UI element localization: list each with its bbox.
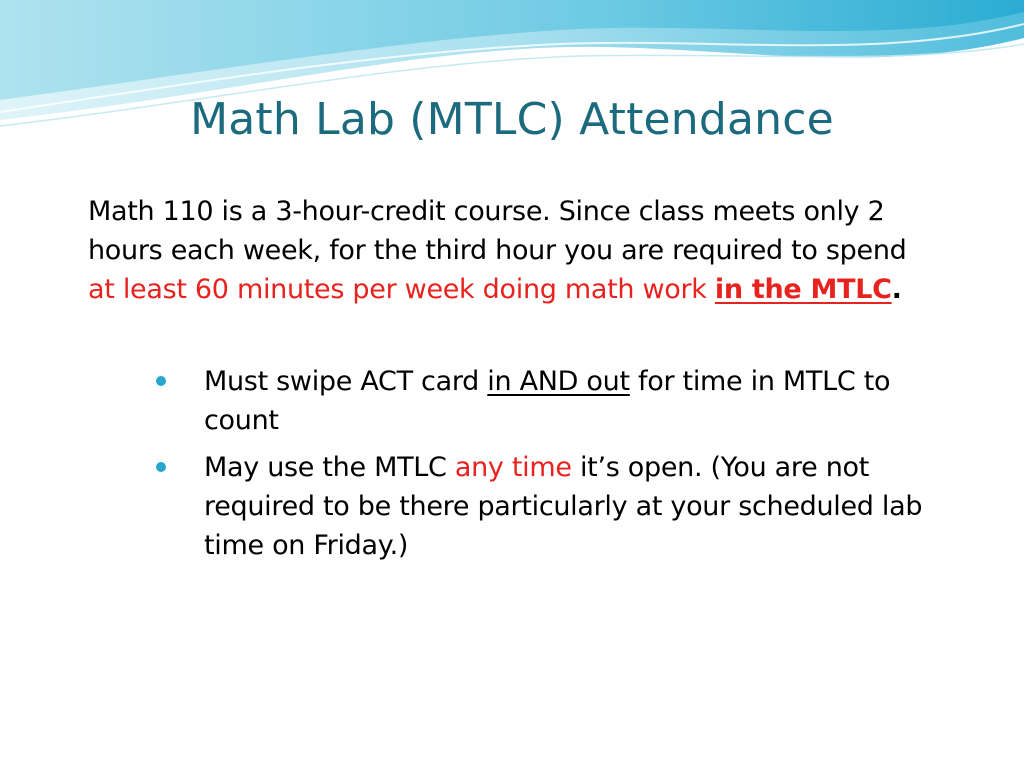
- bullet-icon: [156, 376, 166, 386]
- bullet-text-before: Must swipe ACT card: [204, 366, 488, 397]
- paragraph-emphasis: in the MTLC: [714, 274, 892, 305]
- bullet-item-anytime: [152, 448, 952, 565]
- bullet-text-red: any time: [454, 452, 572, 483]
- bullet-text-before: May use the MTLC: [204, 452, 455, 483]
- intro-paragraph: [88, 192, 938, 309]
- bullet-text-after: it’s open. (You are not required to be there particularly at your scheduled lab time on Friday.): [204, 452, 923, 561]
- paragraph-period: .: [891, 274, 902, 305]
- slide-title: Math Lab (MTLC) Attendance: [190, 94, 834, 145]
- paragraph-text: Math 110 is a 3-hour-credit course. Since class meets only 2 hours each week, for the third hour you are required to spend: [88, 196, 907, 266]
- paragraph-red-text: at least 60 minutes per week doing math work: [88, 274, 715, 305]
- bullet-text-underlined: in AND out: [487, 366, 630, 397]
- bullet-item-swipe: [152, 362, 952, 440]
- bullet-list: [152, 362, 952, 573]
- bullet-icon: [156, 462, 166, 472]
- bullet-text-after: for time in MTLC to count: [204, 366, 891, 436]
